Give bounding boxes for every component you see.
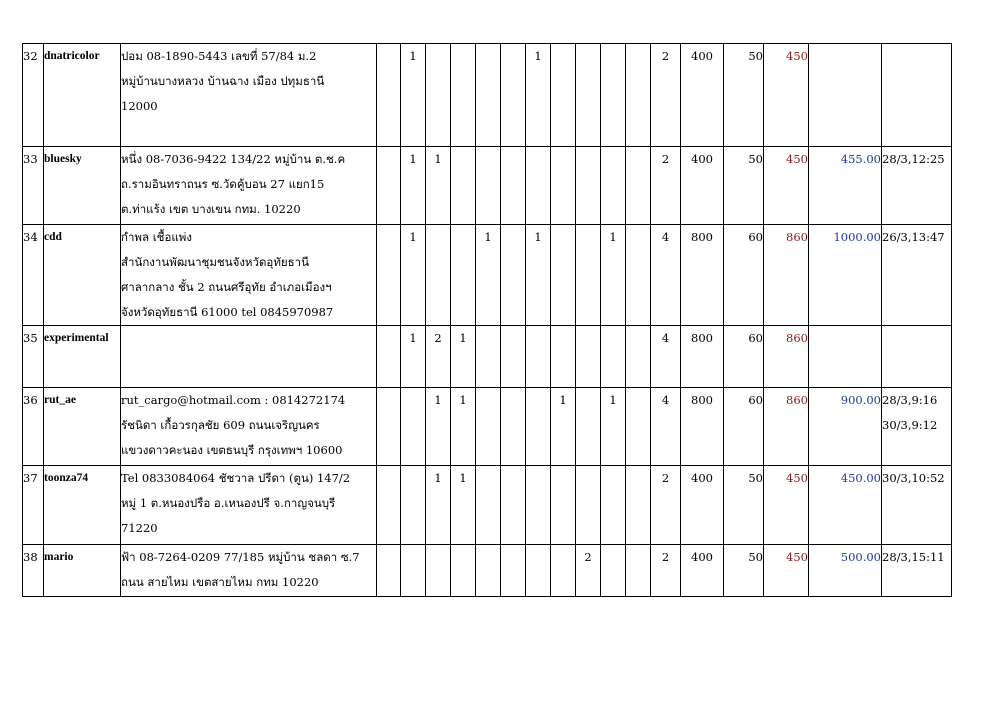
quantity-cell — [426, 44, 451, 147]
row-number: 38 — [23, 545, 44, 597]
date-cell — [882, 466, 952, 545]
price-cell: 800 — [681, 225, 724, 326]
payment-date: 30/3,10:52 — [882, 471, 945, 485]
row-number: 32 — [23, 44, 44, 147]
address-line: ถนน สายไหม เขตสายไหม กทม 10220 — [121, 575, 319, 589]
address-line: หมู่ 1 ต.หนองปรือ อ.เหนองปรี จ.กาญจนบุรี — [121, 496, 336, 510]
shipping-cell: 60 — [724, 225, 764, 326]
address-cell — [121, 545, 377, 597]
orders-table — [22, 43, 952, 597]
item-count: 4 — [651, 388, 681, 466]
payment-date: 30/3,9:12 — [882, 418, 938, 432]
total-cell: 860 — [764, 326, 809, 388]
quantity-cell — [526, 326, 551, 388]
price-cell: 800 — [681, 388, 724, 466]
address-cell — [121, 326, 377, 388]
total-cell: 860 — [764, 388, 809, 466]
quantity-cell — [526, 388, 551, 466]
quantity-cell: 1 — [451, 326, 476, 388]
payment-date: 28/3,9:16 — [882, 393, 938, 407]
payment-date: 26/3,13:47 — [882, 230, 945, 244]
quantity-cell — [451, 147, 476, 225]
address-line: จังหวัดอุทัยธานี 61000 tel 0845970987 — [121, 305, 334, 319]
shipping-cell: 50 — [724, 44, 764, 147]
quantity-cell — [451, 545, 476, 597]
shipping-cell: 50 — [724, 545, 764, 597]
quantity-cell: 1 — [426, 388, 451, 466]
shipping-cell: 50 — [724, 147, 764, 225]
separator-cell — [377, 388, 401, 466]
quantity-cell — [526, 545, 551, 597]
quantity-cell — [451, 225, 476, 326]
row-number: 34 — [23, 225, 44, 326]
date-cell — [882, 147, 952, 225]
item-count: 2 — [651, 147, 681, 225]
price-cell: 400 — [681, 44, 724, 147]
row-number: 37 — [23, 466, 44, 545]
address-line: 71220 — [121, 521, 158, 535]
username: toonza74 — [44, 466, 121, 545]
quantity-cell: 1 — [526, 225, 551, 326]
quantity-cell — [576, 388, 601, 466]
username: mario — [44, 545, 121, 597]
shipping-cell: 50 — [724, 466, 764, 545]
quantity-cell: 1 — [451, 466, 476, 545]
quantity-cell — [501, 466, 526, 545]
quantity-cell: 2 — [426, 326, 451, 388]
quantity-cell — [551, 466, 576, 545]
quantity-cell — [576, 44, 601, 147]
quantity-cell — [576, 466, 601, 545]
address-line: หมู่บ้านบางหลวง บ้านฉาง เมือง ปทุมธานี — [121, 74, 325, 88]
table-row — [23, 147, 952, 225]
quantity-cell — [551, 147, 576, 225]
table-row — [23, 388, 952, 466]
shipping-cell: 60 — [724, 326, 764, 388]
username: bluesky — [44, 147, 121, 225]
date-cell — [882, 326, 952, 388]
quantity-cell: 2 — [576, 545, 601, 597]
quantity-cell: 1 — [426, 147, 451, 225]
date-cell — [882, 545, 952, 597]
quantity-cell — [576, 225, 601, 326]
username: rut_ae — [44, 388, 121, 466]
quantity-cell — [576, 326, 601, 388]
quantity-cell — [476, 147, 501, 225]
address-line: rut_cargo@hotmail.com : 0814272174 — [121, 393, 346, 407]
address-line: ฟ้า 08-7264-0209 77/185 หมู่บ้าน ชลดา ซ.7 — [121, 550, 360, 564]
quantity-cell — [501, 225, 526, 326]
price-cell: 400 — [681, 466, 724, 545]
price-cell: 800 — [681, 326, 724, 388]
item-count: 2 — [651, 466, 681, 545]
quantity-cell: 1 — [401, 326, 426, 388]
payment-date: 28/3,15:11 — [882, 550, 945, 564]
paid-cell: 1000.00 — [809, 225, 882, 326]
quantity-cell — [476, 545, 501, 597]
quantity-cell: 1 — [551, 388, 576, 466]
quantity-cell: 1 — [601, 225, 626, 326]
separator-cell — [377, 225, 401, 326]
table-row — [23, 326, 952, 388]
quantity-cell: 1 — [451, 388, 476, 466]
quantity-cell — [526, 466, 551, 545]
quantity-cell — [626, 44, 651, 147]
quantity-cell: 1 — [401, 44, 426, 147]
price-cell: 400 — [681, 545, 724, 597]
quantity-cell — [601, 326, 626, 388]
row-number: 33 — [23, 147, 44, 225]
address-cell — [121, 147, 377, 225]
address-cell — [121, 44, 377, 147]
paid-cell: 500.00 — [809, 545, 882, 597]
quantity-cell — [501, 545, 526, 597]
address-cell — [121, 388, 377, 466]
address-line: ศาลากลาง ชั้น 2 ถนนศรีอุทัย อำเภอเมืองฯ — [121, 280, 332, 294]
separator-cell — [377, 326, 401, 388]
quantity-cell — [601, 44, 626, 147]
row-number: 35 — [23, 326, 44, 388]
table-row — [23, 545, 952, 597]
address-line: 12000 — [121, 99, 158, 113]
quantity-cell — [526, 147, 551, 225]
quantity-cell — [551, 545, 576, 597]
quantity-cell — [626, 326, 651, 388]
paid-cell: 450.00 — [809, 466, 882, 545]
quantity-cell — [426, 225, 451, 326]
total-cell: 860 — [764, 225, 809, 326]
quantity-cell — [476, 44, 501, 147]
quantity-cell — [551, 44, 576, 147]
address-line: กำพล เชื้อแพ่ง — [121, 230, 192, 244]
address-line: Tel 0833084064 ชัชวาล ปรีดา (ตูน) 147/2 — [121, 471, 351, 485]
quantity-cell — [501, 326, 526, 388]
paid-cell: 455.00 — [809, 147, 882, 225]
table-row — [23, 225, 952, 326]
price-cell: 400 — [681, 147, 724, 225]
row-number: 36 — [23, 388, 44, 466]
table-body — [23, 44, 952, 597]
paid-cell — [809, 44, 882, 147]
address-line: สำนักงานพัฒนาชุมชนจังหวัดอุทัยธานี — [121, 255, 309, 269]
item-count: 2 — [651, 44, 681, 147]
quantity-cell — [401, 388, 426, 466]
quantity-cell: 1 — [476, 225, 501, 326]
address-cell — [121, 466, 377, 545]
quantity-cell — [401, 466, 426, 545]
item-count: 4 — [651, 225, 681, 326]
total-cell: 450 — [764, 44, 809, 147]
item-count: 2 — [651, 545, 681, 597]
quantity-cell — [626, 225, 651, 326]
quantity-cell — [626, 545, 651, 597]
shipping-cell: 60 — [724, 388, 764, 466]
quantity-cell — [476, 466, 501, 545]
separator-cell — [377, 44, 401, 147]
quantity-cell — [601, 466, 626, 545]
quantity-cell — [501, 388, 526, 466]
quantity-cell — [476, 326, 501, 388]
table-row — [23, 466, 952, 545]
quantity-cell — [601, 147, 626, 225]
quantity-cell: 1 — [526, 44, 551, 147]
quantity-cell — [626, 147, 651, 225]
table-row — [23, 44, 952, 147]
quantity-cell: 1 — [601, 388, 626, 466]
total-cell: 450 — [764, 147, 809, 225]
address-line: รัชนิดา เกื้อวรกุลชัย 609 ถนนเจริญนคร — [121, 418, 320, 432]
quantity-cell — [501, 147, 526, 225]
address-cell — [121, 225, 377, 326]
quantity-cell — [601, 545, 626, 597]
total-cell: 450 — [764, 545, 809, 597]
separator-cell — [377, 147, 401, 225]
total-cell: 450 — [764, 466, 809, 545]
quantity-cell — [626, 388, 651, 466]
address-line: หนึ่ง 08-7036-9422 134/22 หมู่บ้าน ต.ช.ค — [121, 152, 346, 166]
address-line: แขวงดาวคะนอง เขตธนบุรี กรุงเทพฯ 10600 — [121, 443, 343, 457]
address-line: ต.ท่าแร้ง เขต บางเขน กทม. 10220 — [121, 202, 301, 216]
quantity-cell — [551, 326, 576, 388]
paid-cell — [809, 326, 882, 388]
quantity-cell: 1 — [401, 225, 426, 326]
quantity-cell: 1 — [401, 147, 426, 225]
separator-cell — [377, 466, 401, 545]
address-line: ถ.รามอินทราถนร ซ.วัดคู้บอน 27 แยก15 — [121, 177, 325, 191]
date-cell — [882, 225, 952, 326]
username: experimental — [44, 326, 121, 388]
quantity-cell — [626, 466, 651, 545]
quantity-cell: 1 — [426, 466, 451, 545]
item-count: 4 — [651, 326, 681, 388]
date-cell — [882, 44, 952, 147]
quantity-cell — [476, 388, 501, 466]
quantity-cell — [401, 545, 426, 597]
quantity-cell — [426, 545, 451, 597]
date-cell — [882, 388, 952, 466]
quantity-cell — [451, 44, 476, 147]
quantity-cell — [551, 225, 576, 326]
payment-date: 28/3,12:25 — [882, 152, 945, 166]
quantity-cell — [501, 44, 526, 147]
separator-cell — [377, 545, 401, 597]
username: cdd — [44, 225, 121, 326]
paid-cell: 900.00 — [809, 388, 882, 466]
address-line: ปอม 08-1890-5443 เลขที่ 57/84 ม.2 — [121, 49, 317, 63]
quantity-cell — [576, 147, 601, 225]
username: dnatricolor — [44, 44, 121, 147]
